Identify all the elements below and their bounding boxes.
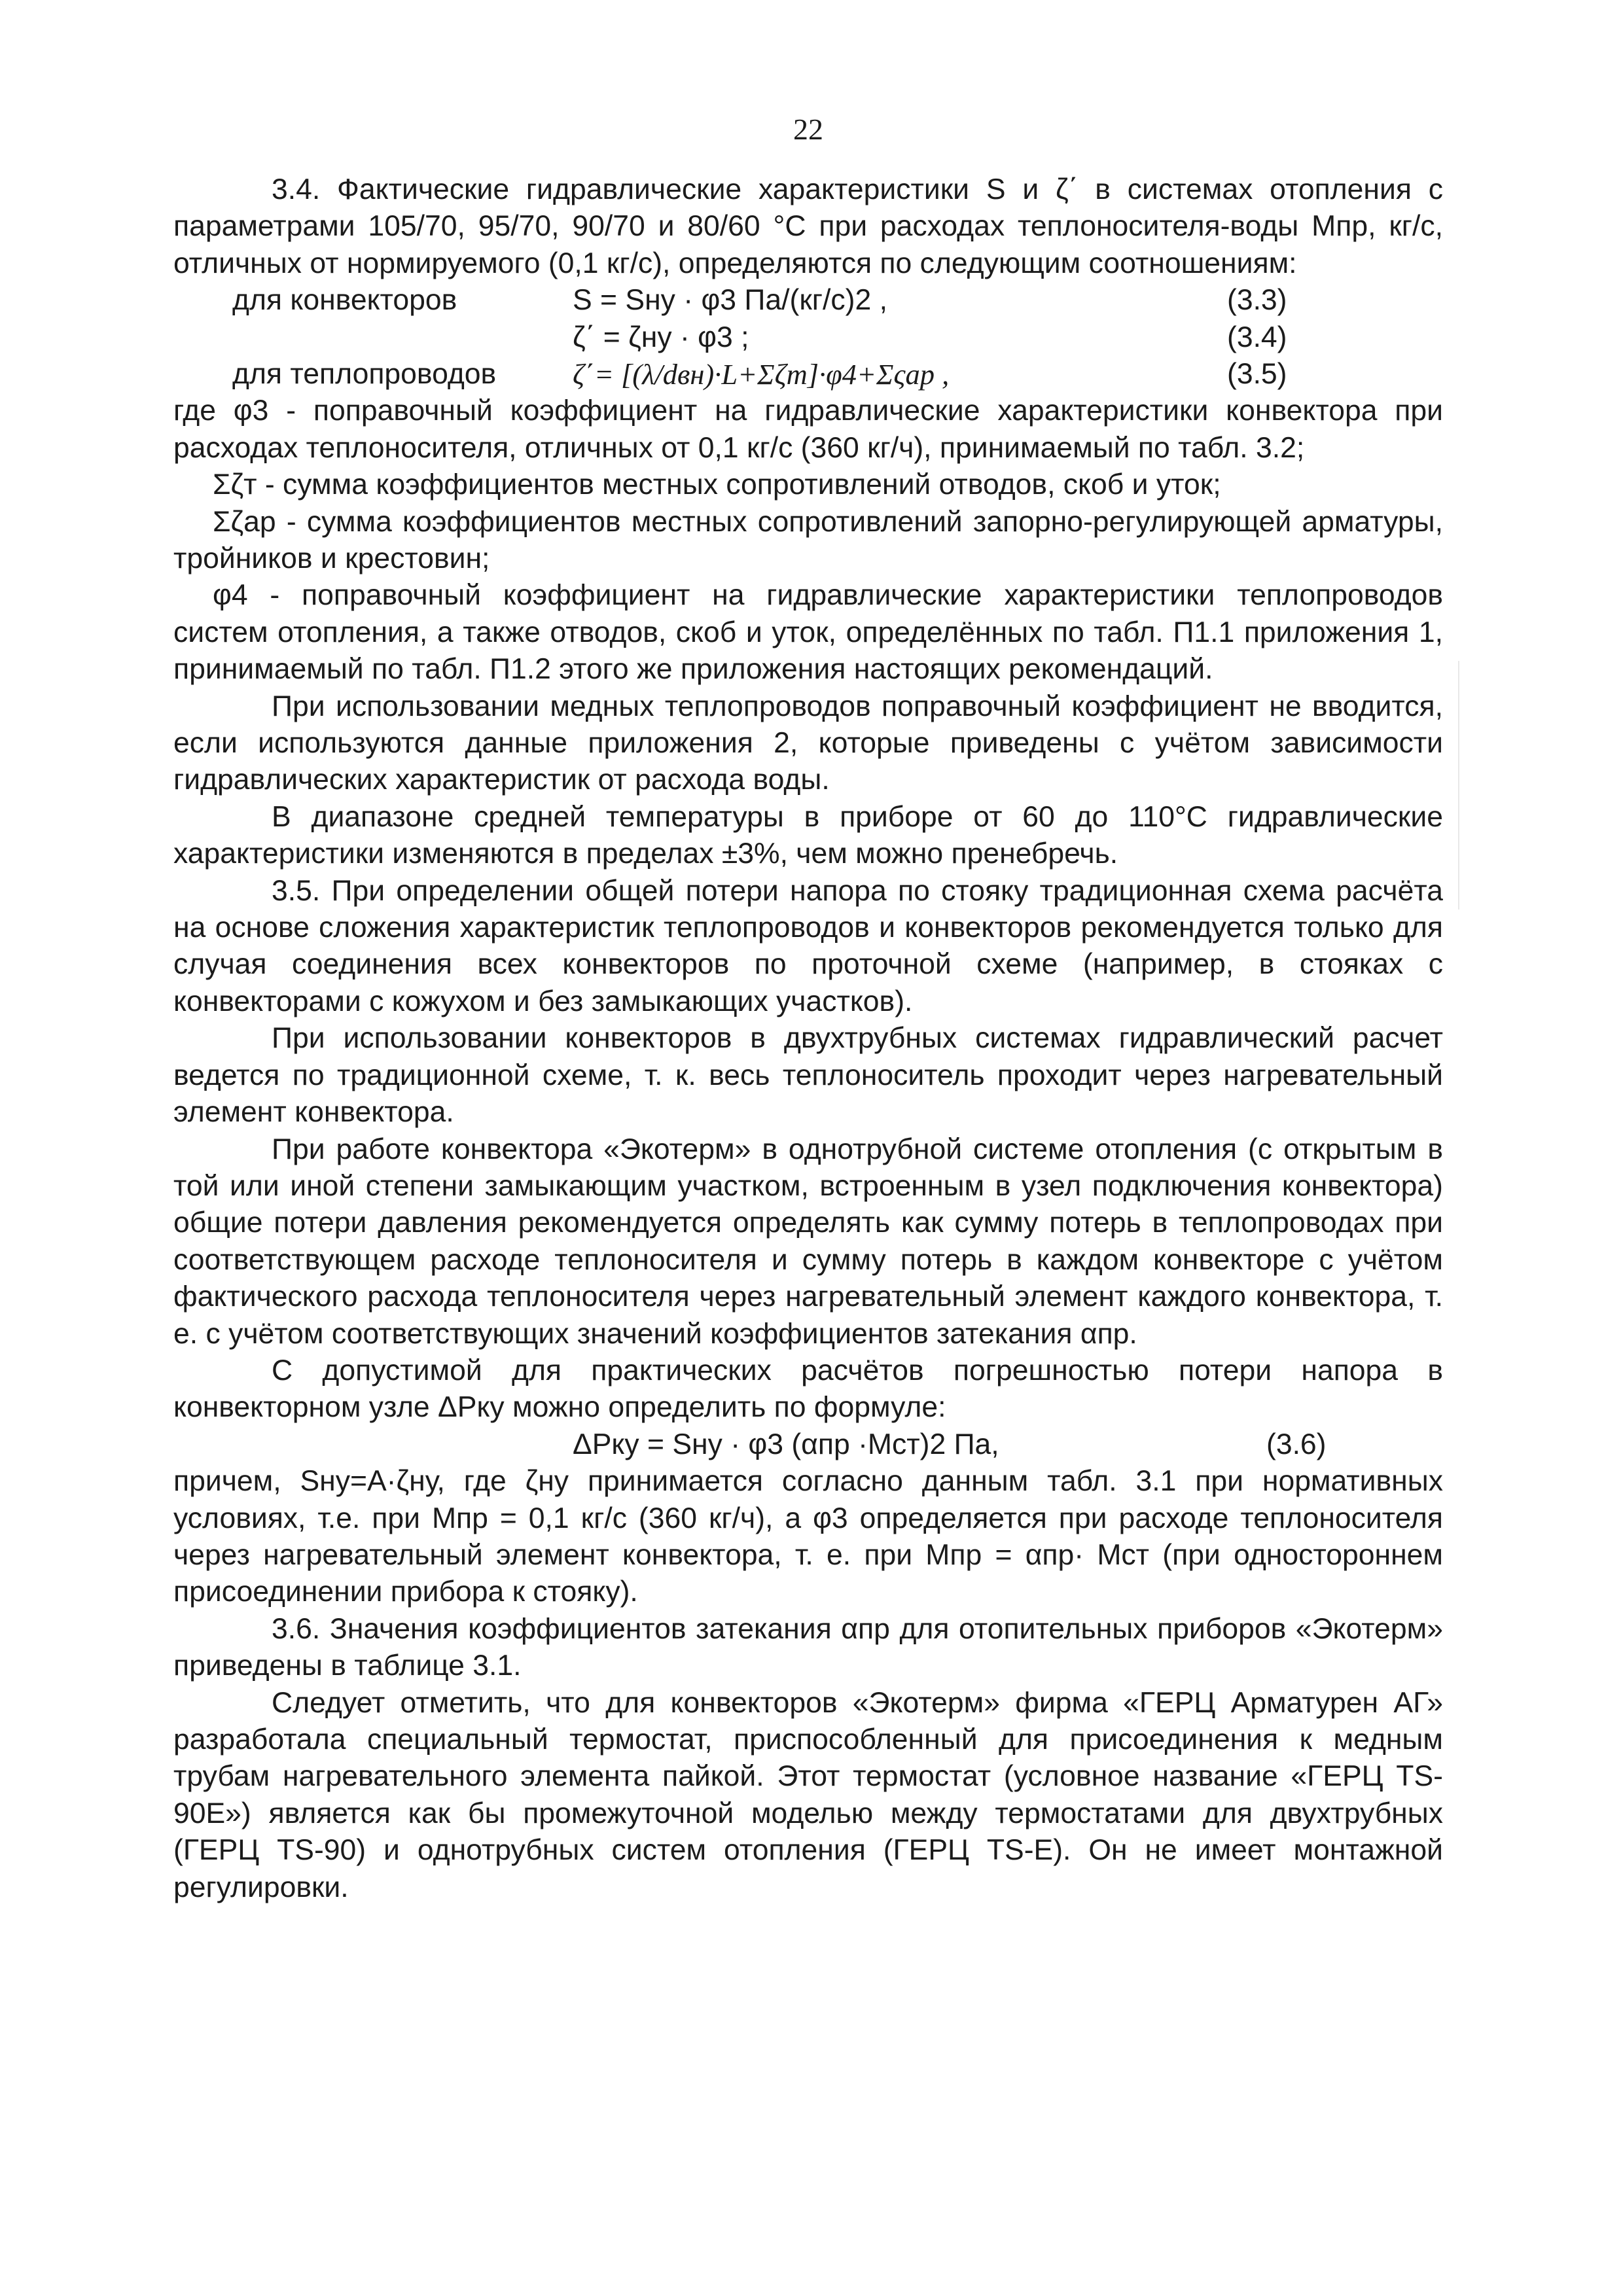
equation-formula: ζ΄= [(λ/dвн)·L+Σζт]·φ4+Σςар , bbox=[573, 358, 950, 391]
equation-formula: ΔPку = Sну · φ3 (αпр ·Mст)2 Па, bbox=[573, 1428, 999, 1460]
equation-number: (3.3) bbox=[1227, 284, 1287, 317]
paragraph-acceptable-error: С допустимой для практических расчётов погрешностью потери напора в конвекторном узле ΔPку можно определить по формуле: bbox=[173, 1354, 1443, 1424]
equation-formula: S = Sну · φ3 Па/(кг/с)2 , bbox=[573, 284, 887, 317]
equation-label: для конвекторов bbox=[232, 284, 457, 317]
equation-3-3 bbox=[173, 282, 1443, 319]
paragraph-ecoterm: При работе конвектора «Экотерм» в однотрубной системе отопления (с открытым в той или иной степени замыкающим участком, встроенным в узел подключения конвектора) общие потери давления рекомендуется определять как сумму потерь в теплопроводах при соответствующем расходе теплоносителя и сумму потерь в каждом конвекторе с учётом фактического расхода теплоносителя через нагревательный элемент каждого конвектора, т. е. с учётом соответствующих значений коэффициентов затекания αпр. bbox=[173, 1133, 1443, 1350]
equation-number: (3.6) bbox=[1266, 1428, 1327, 1460]
equation-number: (3.5) bbox=[1227, 358, 1287, 390]
paragraph-temperature-range: В диапазоне средней температуры в приборе от 60 до 110°С гидравлические характеристики изменяются в пределах ±3%, чем можно пренебречь. bbox=[173, 800, 1443, 870]
paragraph-phi4: φ4 - поправочный коэффициент на гидравлические характеристики теплопроводов систем отопления, а также отводов, скоб и уток, определённых по табл. П1.1 приложения 1, принимаемый по табл. П1.2 этого же приложения настоящих рекомендаций. bbox=[173, 579, 1443, 686]
paragraph-two-pipe: При использовании конвекторов в двухтрубных системах гидравлический расчет ведется по традиционной схеме, т. к. весь теплоноситель проходит через нагревательный элемент конвектора. bbox=[173, 1022, 1443, 1129]
equation-3-6 bbox=[173, 1426, 1443, 1463]
paragraph-3-4: 3.4. Фактические гидравлические характеристики S и ζ΄ в системах отопления с параметрами 105/70, 95/70, 90/70 и 80/60 °С при расходах теплоносителя-воды Mпр, кг/с, отличных от нормируемого (0,1 кг/с), определяются по следующим соотношениям: bbox=[173, 173, 1443, 279]
paragraph-sum-ar: Σζар - сумма коэффициентов местных сопротивлений запорно-регулирующей арматуры, тройников и крестовин; bbox=[173, 505, 1443, 575]
document-page bbox=[173, 111, 1443, 1906]
equation-formula: ζ΄ = ζну · φ3 ; bbox=[573, 321, 749, 353]
paragraph-where-phi3: где φ3 - поправочный коэффициент на гидравлические характеристики конвектора при расходах теплоносителя, отличных от 0,1 кг/с (360 кг/ч), принимаемый по табл. 3.2; bbox=[173, 395, 1443, 464]
paragraph-thermostat-note: Следует отметить, что для конвекторов «Экотерм» фирма «ГЕРЦ Арматурен АГ» разработала специальный термостат, приспособленный для присоединения к медным трубам нагревательного элемента пайкой. Этот термостат (условное название «ГЕРЦ TS-90E») является как бы промежуточной моделью между термостатами для двухтрубных (ГЕРЦ TS-90) и однотрубных систем отопления (ГЕРЦ TS-E). Он не имеет монтажной регулировки. bbox=[173, 1686, 1443, 1903]
equation-3-4 bbox=[173, 319, 1443, 356]
equation-label: для теплопроводов bbox=[232, 358, 497, 390]
equation-3-5 bbox=[173, 356, 1443, 393]
paragraph-copper: При использовании медных теплопроводов поправочный коэффициент не вводится, если используются данные приложения 2, которые приведены с учётом зависимости гидравлических характеристик от расхода воды. bbox=[173, 690, 1443, 796]
paragraph-sum-t: Σζт - сумма коэффициентов местных сопротивлений отводов, скоб и уток; bbox=[213, 468, 1221, 501]
paragraph-3-5: 3.5. При определении общей потери напора по стояку традиционная схема расчёта на основе сложения характеристик теплопроводов и конвекторов рекомендуется только для случая соединения всех конвекторов по проточной схеме (например, в стояках с конвекторами с кожухом и без замыкающих участков). bbox=[173, 874, 1443, 1017]
paragraph-whereby: причем, Sну=A·ζну, где ζну принимается согласно данным табл. 3.1 при нормативных условиях, т.е. при Mпр = 0,1 кг/с (360 кг/ч), а φ3 определяется при расходе теплоносителя через нагревательный элемент конвектора, т. е. при Mпр = αпр· Mст (при одностороннем присоединении прибора к стояку). bbox=[173, 1465, 1443, 1608]
paragraph-3-6: 3.6. Значения коэффициентов затекания αпр для отопительных приборов «Экотерм» приведены в таблице 3.1. bbox=[173, 1612, 1443, 1682]
page-number: 22 bbox=[793, 113, 823, 146]
scan-artifact-line bbox=[1458, 661, 1459, 910]
equation-number: (3.4) bbox=[1227, 321, 1287, 353]
